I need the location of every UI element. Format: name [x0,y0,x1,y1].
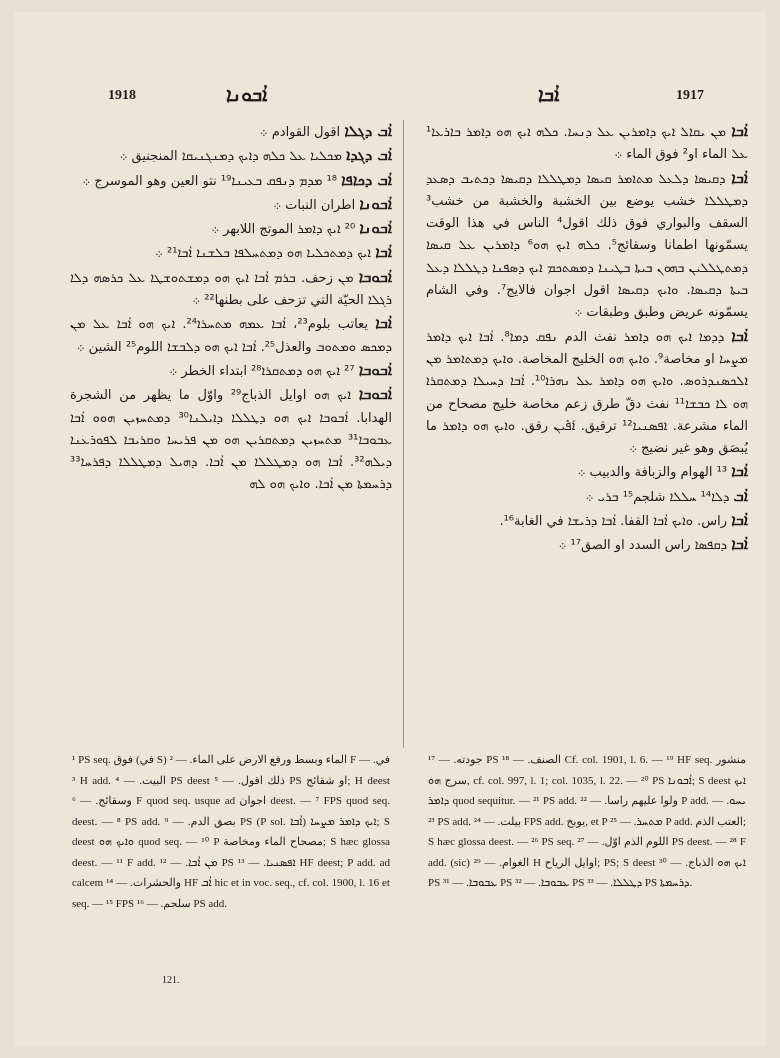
entry [70,266,392,313]
headword: ܐܳܒܐ [731,462,748,481]
entry [70,169,392,193]
running-head-left: ܐܳܒܘܢܐ [226,84,268,106]
footnotes-right [428,750,746,960]
entry-text: ܐܝܟ ܗܘ اوايل الذباج²⁹ واوّل ما يظهر من الشجرة الهدابا. ܐܳܒܘܒܐ ܐܝܟ ܗܘ ܕܛܠܠܐ ܕܐܝܠܢܐ³⁰ ܕܡܬܚܙܝܢ ܗܘܘ ܐܳܒܐ ܥܒܘܒܐ³¹ ܡܬܚܙܝܢ ܕܡܬܩܪܝܢ ܗܘ ܡܢ ܦܪܝܚܐ ܘܩܪܝܒܐ ܠܦܘܪܥܢܐ ܕܝܠܗ³². ܐܳܒܐ ܗܘ ܕܡܛܠܠܐ ܡܢ ܐܳܒܐ. ܕܗܝܠ ܕܡܛܠܠܐ ܕܦܪܚܐ³³ ܕܪܚܡܬܐ ܡܢ ܐܳܒܐ. ܘܐܝܟ ܗܘ ܠܗ [70,388,392,493]
headword: ܐܳܒܐ [731,511,748,530]
entry-text: يعاتب بلوم²³، ܐܳܒܐ ܥܡܗ ܡܬܚܪܐ²⁴. ܐܝܟ ܗܘ ܐܳܒܐ ܥܠ ܡܢ ܕܡܟܣ ܘܡܬܘܒ والعذل²⁵. ܐܳܒܐ ܐܝܟ ܗܘ ܕܠܒܫܐ اللوم²⁵ الشين ܀ [70,317,392,355]
entry [70,312,392,359]
entry [70,217,392,241]
right-column [426,120,748,748]
entry-text: راس. ܘܐܝܟ ܐܳܒܐ القفا. ܐܳܒܐ ܕܪܝܫܐ في الغابة¹⁶. [499,514,728,530]
entry [426,509,748,533]
headword: ܐܳܒ ܕܓܕܐ [346,146,392,165]
headword: ܐܳܒܐ [731,535,748,554]
footnote-text: جودته. — ¹⁷ PS الصنف. — ¹⁸ Cf. col. 1901, l. 6. — ¹⁹ HF seq. منشور سرج ܗܘ, cf. col. 997, l. 1; col. 1035, l. 22. — ²⁰ PS ܐܳܒܘܢܐ; S deest ܐܝܟ ܕܐܡܪ quod sequitur. — ²¹ PS add. ولوا عليهم راسا. — ²² P add. ܝܚܘ. — ²³ PS add. بيلت. — ²⁴ FPS add. يوبخ, et P ܡܬܚܪ. — ²⁵ P add. العتب الذم; S hæc glossa deest. — ²⁶ PS seq. اللوم الذم اوّل. — ²⁷ PS deest. — ²⁸ F add. (sic) الغوام. — ²⁹ H اوايل الرياح; PS; S deest ܐܝܟ ܗܘ الذباج. — ³⁰ PS ܥܒܘܒܐ. — ³¹ PS ܥܒܘܒܐ. — ³² PS ܕܛܠܠܐ. — ³³ PS ܕܪܚܡܬܐ. [428,754,746,889]
entry [70,193,392,217]
entry-text: ܡܢ زحف. ܒܪܡ ܐܳܒܐ ܐܝܟ ܗܘ ܕܡܫܬܘܫܛܐ ܥܠ ܟܪܣܗ ܕܠܐ ܪܓܠܐ الحيّة التي تزحف على بطنها²² ܀ [70,270,392,309]
entry-text: ¹³ الهوام والزبافة والدبيب ܀ [577,465,728,481]
headword: ܐܳܒܐ [375,314,392,333]
document-page [14,12,766,1046]
sheet-number: 121. [162,975,180,986]
entry [426,533,748,557]
entry [426,460,748,484]
left-column [70,120,392,748]
headword: ܐܳܒܐ [375,243,392,262]
running-head-right: ܐܳܒܐ [538,84,560,106]
entry [426,120,748,167]
page-number-right: 1917 [676,88,704,103]
entry-text: ܡܢ ܝܩܐܠ ܐܝܟ ܕܐܡܪܝܢ ܥܠ ܕܢܚܐ. ܟܠܗ ܐܝܟ ܗܘ ܕܐܡܪ ܒܐܪܥܐ¹ ܥܠ الماء او² فوق الماء ܀ [426,125,748,163]
entry-text: ܕܩܦܣܐ راس السدد او الصق¹⁷ ܀ [558,538,728,554]
entry [70,144,392,168]
headword: ܐܳܒܘܒܐ [358,267,392,286]
headword: ܐܳܒܘܒܐ [358,360,392,379]
headword: ܐܳܒܘܒܐ [358,385,392,404]
entry [70,359,392,383]
headword: ܐܳܒܘܢܐ [359,219,392,238]
entry-text: ²⁷ ܐܝܟ ܗܘ ܕܡܬܩܪܐ²⁸ ابتداء الخطر ܀ [169,363,355,379]
headword: ܐܳܒ ܕܟܐܦܐ [341,170,392,189]
entry [70,120,392,144]
entry-text: اقول القوادم ܀ [259,125,341,140]
entry-text: ܐܝܟ ܕܡܬܟܠܝܐ ܗܘ ܕܡܬܚܠܦܐ ܒܠܫܢܐ ܐܳܒܐ²¹ ܀ [155,246,372,262]
entry-text: ܡܟܠܝܐ ܥܠ ܟܠܗ ܕܐܝܟ ܕܡܢܓܢܝܩܐ المنجنيق ܀ [119,149,342,165]
entry-text: ܕܕܡܐ ܐܝܟ ܗܘ ܕܐܡܪ نفث الدم ܢܦܩ ܕܡܐ⁸. ܐܳܒܐ ܐܝܟ ܕܐܡܪ ܡܨܚܐ او مخاصة⁹. ܘܐܝܟ ܗܘ الخليج المخاصة. ܘܐܝܟ ܕܡܬܐܡܪ ܡܢ ܐܠܟܣܢܕܪܘܣ. ܘܐܝܟ ܗܘ ܕܐܡܪ ܥܠ ܢܗܪܐ¹⁰. ܐܳܒܐ ܕܚܝܠܐ ܕܡܬܩܪܐ ܗܘ ܠܐ ܟܒܫܐ¹¹ نفث دقّ طرق زعم مخاصة خليج مصحاح من الماء مشرعة. ܐܦܣܢܝܐ¹² ترقيق. ܐܰܦܺܝܢ رقق. ܘܐܝܟ ܗܘ ܕܐܡܪ ما يُبصَق وهو غير نضيج ܀ [426,329,748,457]
footnotes-left [72,750,390,960]
headword: ܐܳܒܐ [731,122,748,140]
entry [426,325,748,461]
page-number-left: 1918 [108,88,136,103]
entry [426,485,748,509]
footnote-text: ¹ PS seq. فوق (في S) الماء وبسط ورفع الارض على الماء. — ² F في. — ³ H add. البيت. — ⁴ PS deest ذلك اقول. — ⁵ PS او شقائج; H deest وسقائج. — ⁶ F quod seq. usque ad اجوان deest. — ⁷ FPS quod seq. deest. — ⁸ PS add. بصق الدم. — ⁹ PS (P sol. ܐܳܒܐ) ܐܝܟ ܕܐܡܪ ܡܨܚܐ; S deest ܘܐܝܟ ܗܘ quod seq. — ¹⁰ P مصحاح الماء ومخاصة; S hæc glossa deest. — ¹¹ F add. ܡܢ ܐܳܒܐ. — ¹² PS ܐܦܣܢܝܐ. — ¹³ HF deest; P add. ad calcem والحشرات. — ¹⁴ HF ܐܳܒ hic et in voc. seq., cf. col. 1900, l. 16 et seq. — ¹⁵ FPS سلجم. — ¹⁶ PS add. [72,754,390,910]
entry-text: ܕܠܐ¹⁴ ܚܠܠܐ شلجم¹⁵ ܒܪܝ ܀ [585,489,730,505]
entry [70,241,392,265]
entry [426,167,748,325]
entry-text: ²⁰ ܐܝܟ ܕܐܡܪ الموتج اللابهر ܀ [211,222,356,238]
headword: ܐܳܒ ܕܓܠܐ [344,122,392,140]
entry [70,383,392,496]
headword: ܐܳܒ [733,486,748,505]
headword: ܐܳܒܐ [731,326,748,345]
headword: ܐܳܒܘܢܐ [359,194,392,213]
column-divider [403,120,404,748]
entry-text: ܕܩܝܣܐ ܕܠܥܠ ܡܬܐܡܪ ܩܝܣܐ ܕܡܛܠܠܐ ܕܩܝܣܐ ܕܟܬܝܒ ܕܣܥܕ ܕܡܛܠܠܐ خشب يوضع بين الخشبة والخشبة من خشب³ السقف والبواري فوق ذلك اقول⁴ الناس في هذا الوقت يسمّونها اطمانا وسقائج⁵. ܟܠܗ ܐܝܟ ܗܘ⁶ ܕܐܡܪܝܢ ܥܠ ܩܝܣܐ ܕܡܬܛܠܠܝܢ ܒܗܘܢ ܒܝܬܐ ܒܛܝܢܐ ܕܡܣܬܟܡ ܐܝܟ ܕܣܦܢܐ ܕܛܠܠܐ ܕܥܠ ܒܝܬܐ ܕܩܝܣܐ. ܘܐܝܟ ܕܩܝܣܐ اقول اجوان فالايج⁷. وفي الشام يسمّونه عريض وطبق وطبقات ܀ [426,171,748,321]
entry-text: اطران النبات ܀ [273,197,356,213]
entry-text: ¹⁸ ܡܕܡ ܕܢܦܩ ܒܥܝܢܐ¹⁹ نتو العين وهو الموسرج ܀ [82,173,337,189]
headword: ܐܳܒܐ [731,168,748,187]
